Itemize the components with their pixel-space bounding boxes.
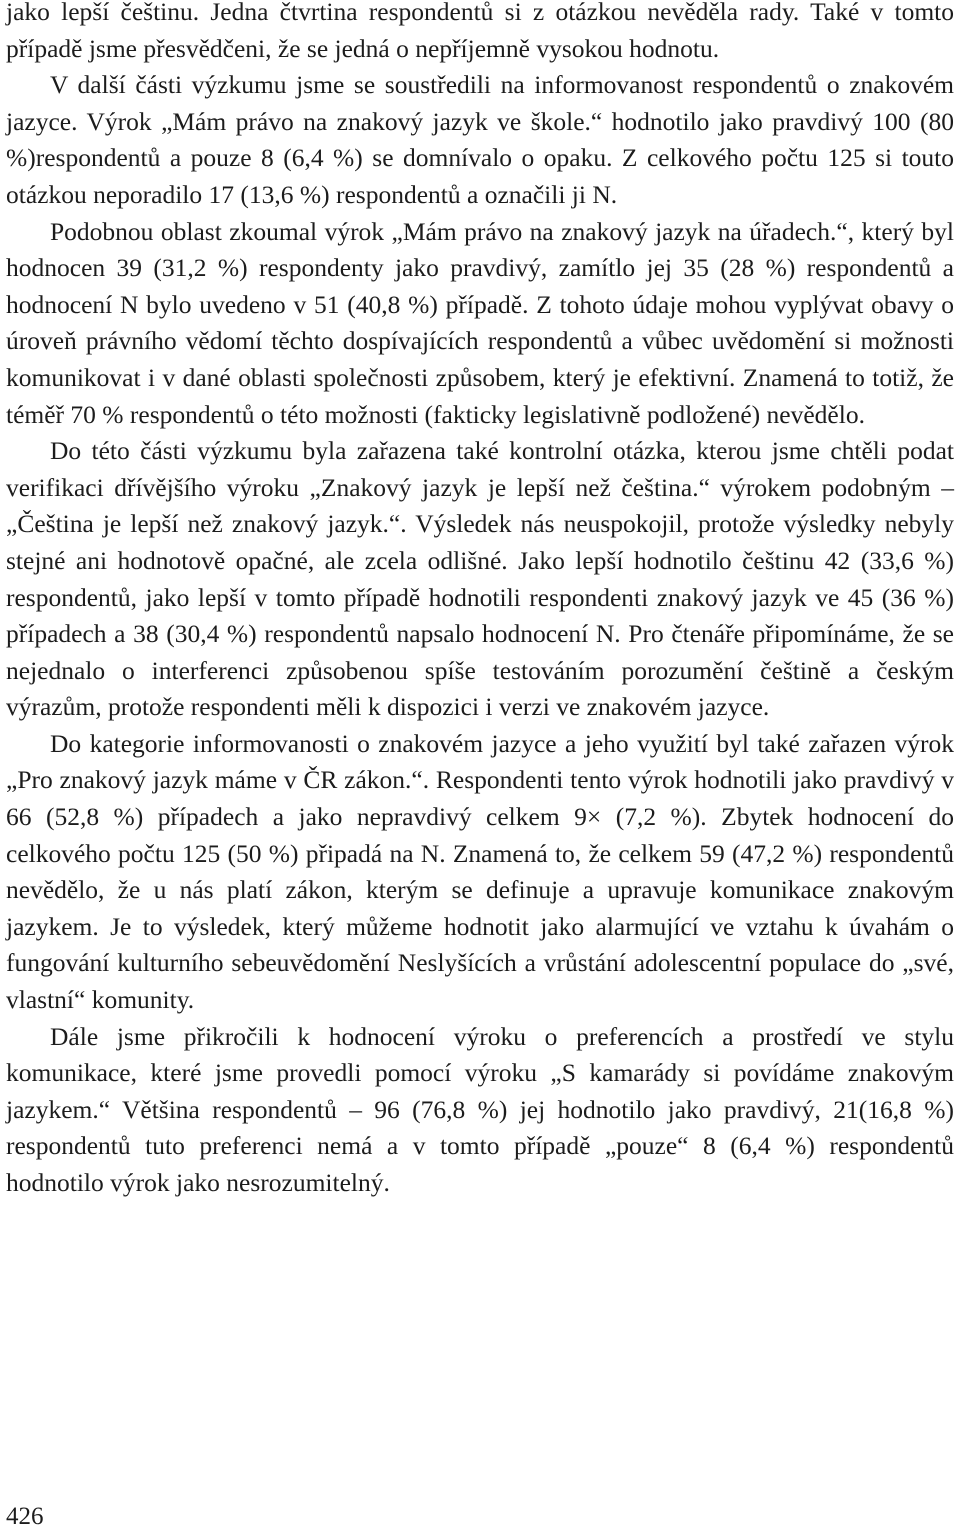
page-number: 426 — [6, 1503, 44, 1530]
paragraph-kontrolni-otazka: Do této části výzkumu byla zařazena také kontrolní otázka, kterou jsme chtěli podat verifikaci dřívějšího výroku „Znakový jazyk je lepší než čeština.“ výrokem podobným – „Čeština je lepší než znakový jazyk.“. Výsledek nás neuspokojil, protože výsledky nebyly stejné ani hodnotově opačné, ale zcela odlišné. Jako lepší hodnotilo češtinu 42 (33,6 %) respondentů, jako lepší v tomto případě hodnotili respondenti znakový jazyk ve 45 (36 %) případech a 38 (30,4 %) respondentů napsalo hodnocení N. Pro čtenáře připomínáme, že se nejednalo o interferenci způsobenou spíše testováním porozumění češtině a českým výrazům, protože respondenti měli k dispozici i verzi ve znakovém jazyce. — [6, 436, 954, 722]
paragraph-urady: Podobnou oblast zkoumal výrok „Mám právo na znakový jazyk na úřadech.“, který byl hodnocen 39 (31,2 %) respondenty jako pravdivý, zamítlo jej 35 (28 %) respondentů a hodnocení N bylo uvedeno v 51 (40,8 %) případě. Z tohoto údaje mohou vyplývat obavy o úroveň právního vědomí těchto dospívajících respondentů a vůbec uvědomění si možnosti komunikovat i v dané oblasti společnosti způsobem, který je efektivní. Znamená to totiž, že téměř 70 % respondentů o této možnosti (fakticky legislativně podložené) nevědělo. — [6, 216, 954, 429]
paragraph-informovanost: V další části výzkumu jsme se soustředili na informovanost respondentů o znakovém jazyce. Výrok „Mám právo na znakový jazyk ve škole.“ hodnotilo jako pravdivý 100 (80 %)respondentů a pouze 8 (6,4 %) se domnívalo o opaku. Z celkového počtu 125 si touto otázkou neporadilo 17 (13,6 %) respondentů a označili ji N. — [6, 70, 954, 209]
paragraph-preference: Dále jsme přikročili k hodnocení výroku o preferencích a prostředí ve stylu komunikace, které jsme provedli pomocí výroku „S kamarády si povídáme znakovým jazykem.“ Většina respondentů – 96 (76,8 %) jej hodnotilo jako pravdivý, 21(16,8 %) respondentů tuto preferenci nemá a v tomto případě „pouze“ 8 (6,4 %) respondentů hodnotilo výrok jako nesrozumitelný. — [6, 1021, 954, 1197]
paragraph-continuation: jako lepší češtinu. Jedna čtvrtina respondentů si z otázkou nevěděla rady. Také v tomto případě jsme přesvědčeni, že se jedná o nepříjemně vysokou hodnotu. — [6, 0, 954, 63]
document-page — [6, 0, 954, 1202]
paragraph-zakon: Do kategorie informovanosti o znakovém jazyce a jeho využití byl také zařazen výrok „Pro znakový jazyk máme v ČR zákon.“. Respondenti tento výrok hodnotili jako pravdivý v 66 (52,8 %) případech a jako nepravdivý celkem 9× (7,2 %). Zbytek hodnocení do celkového počtu 125 (50 %) připadá na N. Znamená to, že celkem 59 (47,2 %) respondentů nevědělo, že u nás platí zákon, kterým se definuje a upravuje komunikace znakovým jazykem. Je to výsledek, který můžeme hodnotit jako alarmující ve vztahu k úvahám o fungování kulturního sebeuvědomění Neslyšících a vrůstání adolescentní populace do „své, vlastní“ komunity. — [6, 728, 954, 1015]
